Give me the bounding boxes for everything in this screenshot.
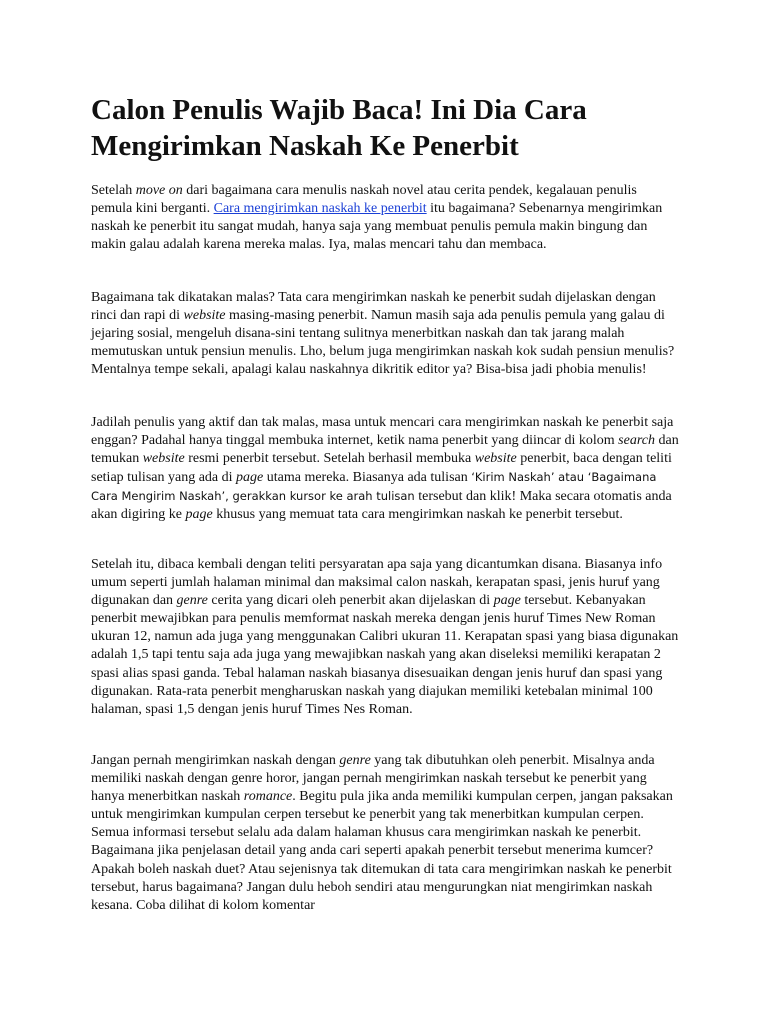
text-run: utama mereka. Biasanya ada tulisan — [263, 470, 472, 486]
page-title: Calon Penulis Wajib Baca! Ini Dia Cara Mengirimkan Naskah Ke Penerbit — [91, 94, 587, 162]
text-run: dari bagaimana cara menulis naskah novel atau cerita pendek, kegalauan penulis pemula kini berganti. — [91, 183, 637, 217]
italic-term: romance — [243, 789, 293, 805]
text-run: dan temukan — [91, 433, 679, 467]
text-run: Setelah — [91, 183, 136, 198]
text-run: khusus yang memuat tata cara mengirimkan naskah ke penerbit tersebut. — [212, 507, 623, 523]
text-run: masing-masing penerbit. Namun masih saja ada penulis pemula yang galau di jejaring sosial, mengeluh disana-sini tentang sulitnya menerbitkan naskah dan tak jarang malah memutuskan untuk pensiun menulis. Lho, belum juga mengirimkan naskah kok sudah pensiun menulis? Mentalnya tempe sekali, apalagi kalau naskahnya dikritik editor ya? Bisa-bisa jadi phobia menulis! — [91, 308, 675, 378]
italic-term: website — [142, 451, 185, 467]
paragraph-1 — [91, 182, 681, 254]
text-run: tersebut. Kebanyakan penerbit mewajibkan para penulis memformat naskah mereka dengan jenis huruf Times New Roman ukuran 12, namun ada juga yang menggunakan Calibri ukuran 11. Kerapatan spasi yang biasa digunakan adalah 1,5 tapi tentu saja ada juga yang mewajibkan naskah yang akan diseleksi memiliki kerapatan 2 spasi alias spasi ganda. Tebal halaman naskah biasanya disesuaikan dengan jenis huruf dan spasi yang digunakan. Rata-rata penerbit mengharuskan naskah yang diajukan memiliki ketebalan minimal 100 halaman, spasi 1,5 dengan jenis huruf Times Nes Roman. — [91, 593, 679, 717]
paragraph-3 — [91, 414, 681, 525]
text-run: resmi penerbit tersebut. Setelah berhasil membuka — [184, 451, 475, 467]
italic-term: page — [236, 470, 264, 486]
text-run: penerbit, baca dengan teliti setiap tulisan yang ada di — [91, 451, 672, 486]
italic-term: search — [618, 433, 655, 449]
text-run: Bagaimana tak dikatakan malas? Tata cara mengirimkan naskah ke penerbit sudah dijelaskan dengan rinci dan rapi di — [91, 290, 656, 324]
text-run: Setelah itu, dibaca kembali dengan teliti persyaratan apa saja yang dicantumkan disana. Biasanya info umum seperti jumlah halaman minimal dan maksimal calon naskah, kerapatan spasi, jenis huruf yang digunakan dan — [91, 557, 663, 609]
quoted-menu-text: ‘Kirim Naskah’ atau ‘Bagaimana Cara Mengirim Naskah’, gerakkan kursor ke arah tulisan — [91, 470, 657, 504]
article-link[interactable]: Cara mengirimkan naskah ke penerbit — [213, 201, 427, 217]
italic-term: page — [493, 593, 521, 609]
paragraph-5 — [91, 752, 681, 915]
text-run: cerita yang dicari oleh penerbit akan dijelaskan di — [207, 593, 494, 609]
text-run: . Begitu pula jika anda memiliki kumpulan cerpen, jangan paksakan untuk mengirimkan kumpulan cerpen tersebut ke penerbit yang tak menerbitkan kumpulan cerpen. Semua informasi tersebut selalu ada dalam halaman khusus cara mengirimkan naskah ke penerbit. Bagaimana jika penjelasan detail yang anda cari seperti apakah penerbit tersebut menerima kumcer? Apakah boleh naskah duet? Atau sejenisnya tak ditemukan di tata cara mengirimkan naskah ke penerbit tersebut, harus bagaimana? Jangan dulu heboh sendiri atau mengurungkan niat mengirimkan naskah kesana. Coba dilihat di kolom komentar — [91, 789, 673, 913]
italic-term: genre — [176, 593, 208, 609]
paragraph-4 — [91, 556, 681, 719]
paragraph-2 — [91, 289, 681, 379]
italic-term: move on — [135, 183, 183, 198]
text-run: Jadilah penulis yang aktif dan tak malas, masa untuk mencari cara mengirimkan naskah ke penerbit saja enggan? Padahal hanya tinggal membuka internet, ketik nama penerbit yang diincar di kolom — [91, 415, 674, 449]
text-run: Jangan pernah mengirimkan naskah dengan — [91, 753, 340, 768]
italic-term: website — [474, 451, 517, 467]
text-run: yang tak dibutuhkan oleh penerbit. Misalnya anda memiliki naskah dengan genre horor, jangan pernah mengirimkan naskah tersebut ke penerbit yang hanya menerbitkan naskah — [91, 753, 655, 805]
italic-term: genre — [339, 753, 371, 768]
text-run: itu bagaimana? Sebenarnya mengirimkan naskah ke penerbit itu sangat mudah, hanya saja yang membuat penulis pemula makin bingung dan makin galau adalah karena mereka malas. Iya, malas mencari tahu dan membaca. — [91, 201, 663, 253]
italic-term: page — [185, 507, 213, 523]
text-run: tersebut dan klik! Maka secara otomatis anda akan digiring ke — [91, 489, 672, 523]
italic-term: website — [183, 308, 226, 324]
